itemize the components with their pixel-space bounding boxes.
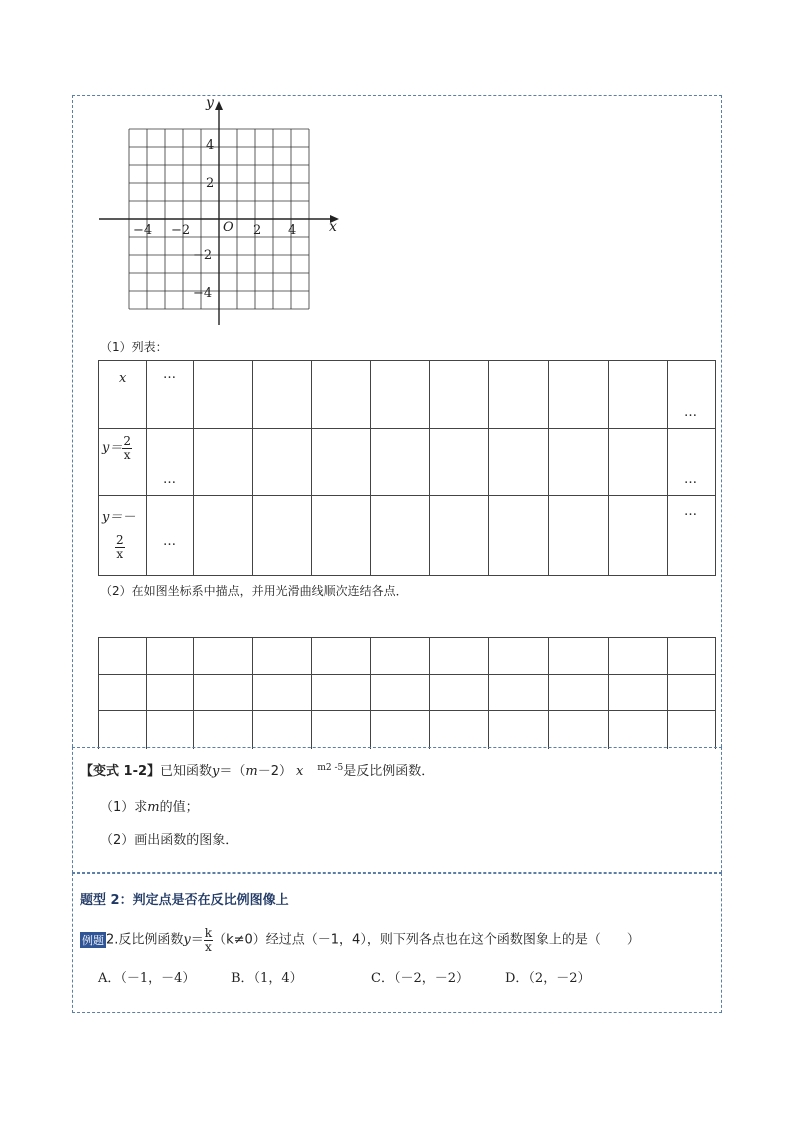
exponent-rest: 2 -5 <box>325 762 344 773</box>
formula-y: y <box>212 764 220 779</box>
part1-label: （1）列表： <box>100 340 168 354</box>
x-tick-label: −2 <box>171 223 191 238</box>
q1-var: m <box>147 800 160 815</box>
table-row <box>99 675 716 711</box>
row2-prefix: y＝ <box>102 440 123 456</box>
y-tick-label: 2 <box>206 176 215 191</box>
fraction-k-over-x <box>204 927 213 953</box>
row-label-x: x <box>119 371 127 386</box>
variant-question <box>80 760 434 779</box>
section2-heading: 题型 2：判定点是否在反比例图像上 <box>80 893 289 908</box>
ellipsis: … <box>163 367 176 382</box>
formula-x: x <box>296 764 304 779</box>
row-label-y-positive <box>102 435 132 461</box>
y-tick-label: 4 <box>206 138 215 153</box>
example-badge: 例题 <box>82 933 104 947</box>
example-question <box>80 927 640 953</box>
table-row <box>99 496 716 576</box>
value-table <box>98 360 716 576</box>
part2-label: （2）在如图坐标系中描点，并用光滑曲线顺次连结各点． <box>100 584 408 598</box>
q1-prefix: （1）求 <box>100 800 148 815</box>
formula-paren: －2） <box>257 764 293 779</box>
y-axis-label: y <box>206 95 214 111</box>
question-prefix: 反比例函数 <box>118 932 184 948</box>
option-c[interactable]: C．（－2，－2） <box>371 971 469 986</box>
fraction-numerator: k <box>204 926 213 940</box>
row3-prefix: y＝－ <box>102 510 136 525</box>
table-row <box>99 361 716 429</box>
formula-mid: ＝（ <box>219 764 246 779</box>
fraction-denominator: x <box>123 447 131 462</box>
ellipsis: … <box>684 472 697 487</box>
ellipsis: … <box>163 534 176 549</box>
y-tick-label: −4 <box>193 286 213 301</box>
fraction-2-over-x <box>122 435 132 461</box>
variant-text-suffix: 是反比例函数． <box>343 764 435 779</box>
question-y: y <box>183 932 191 948</box>
x-tick-label: −4 <box>133 223 153 238</box>
question-eq: ＝ <box>190 932 204 948</box>
fraction-numerator: 2 <box>116 533 124 547</box>
table-row <box>99 711 716 749</box>
q1-suffix: 的值； <box>159 800 199 815</box>
question-suffix: 经过点（－1，4），则下列各点也在这个函数图象上的是（ ） <box>265 932 640 948</box>
ellipsis: … <box>684 504 697 519</box>
fraction-2-over-x <box>115 534 125 560</box>
table-row <box>99 429 716 496</box>
x-axis-label: x <box>329 219 337 235</box>
variant-tag: 【变式 1-2】 <box>80 764 161 779</box>
origin-label: O <box>223 220 234 235</box>
coordinate-grid <box>95 95 345 330</box>
table-row <box>99 638 716 675</box>
x-tick-label: 2 <box>253 223 262 238</box>
exponent-m: m <box>317 762 326 773</box>
y-tick-label: −2 <box>193 248 213 263</box>
question-condition: （k≠0） <box>213 932 266 948</box>
variant-text-prefix: 已知函数 <box>160 764 213 779</box>
variant-q1 <box>100 796 199 815</box>
blank-table <box>98 637 716 749</box>
option-b[interactable]: B．（1，4） <box>231 971 303 986</box>
y-axis-arrow <box>215 101 223 110</box>
formula-m: m <box>245 764 258 779</box>
question-number: 2. <box>106 932 119 948</box>
option-d[interactable]: D．（2，－2） <box>505 971 591 986</box>
fraction-numerator: 2 <box>123 434 131 448</box>
fraction-denominator: x <box>116 546 124 561</box>
variant-q2: （2）画出函数的图象． <box>100 833 239 848</box>
formula-exponent <box>317 763 343 773</box>
option-a[interactable]: A．（－1，－4） <box>98 971 196 986</box>
fraction-denominator: x <box>205 939 212 954</box>
x-tick-label: 4 <box>288 223 297 238</box>
ellipsis: … <box>684 405 697 420</box>
ellipsis: … <box>163 472 176 487</box>
